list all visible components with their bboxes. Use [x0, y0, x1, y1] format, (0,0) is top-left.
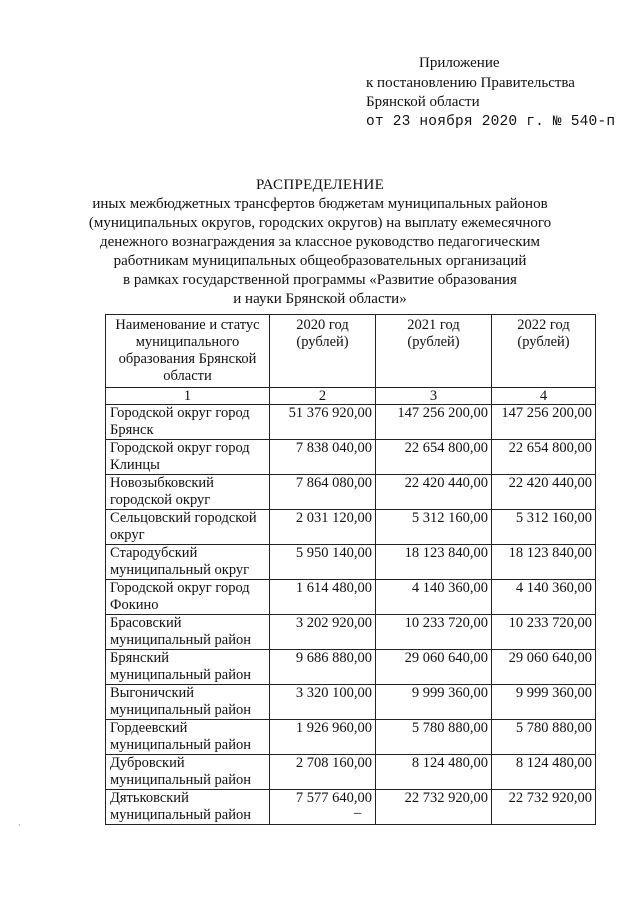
value-2021: 22 420 440,00 — [376, 475, 492, 510]
municipality-name: Стародубский муниципальный округ — [106, 545, 270, 580]
municipality-name: Городской округ город Клинцы — [106, 440, 270, 475]
title-line: работникам муниципальных общеобразовательных организаций — [113, 253, 527, 269]
value-2020: 5 950 140,00 — [270, 545, 376, 580]
value-2022: 147 256 200,00 — [492, 405, 596, 440]
title-line: и науки Брянской области» — [233, 291, 407, 307]
approval-line-appendix: Приложение — [419, 55, 500, 71]
value-2021: 22 732 920,00 — [376, 790, 492, 825]
value-2022: 10 233 720,00 — [492, 615, 596, 650]
value-2021: 4 140 360,00 — [376, 580, 492, 615]
approval-block — [366, 54, 615, 132]
value-2020: 7 577 640,00 — [295, 790, 372, 806]
table-row — [106, 685, 596, 720]
value-2021: 29 060 640,00 — [376, 650, 492, 685]
value-2022: 4 140 360,00 — [492, 580, 596, 615]
value-2020: 3 202 920,00 — [270, 615, 376, 650]
table-header-row — [106, 315, 596, 388]
municipality-name: Гордеевский муниципальный район — [106, 720, 270, 755]
document-title — [0, 176, 640, 309]
value-2021: 8 124 480,00 — [376, 755, 492, 790]
table-row — [106, 545, 596, 580]
title-line: в рамках государственной программы «Развитие образования — [123, 272, 517, 288]
value-2020: 7 838 040,00 — [270, 440, 376, 475]
municipality-name: Сельцовский городской округ — [106, 510, 270, 545]
value-2021: 5 780 880,00 — [376, 720, 492, 755]
table-row — [106, 790, 596, 825]
value-2020: 51 376 920,00 — [270, 405, 376, 440]
value-2021: 147 256 200,00 — [376, 405, 492, 440]
table-row — [106, 405, 596, 440]
table-row — [106, 755, 596, 790]
value-2022: 29 060 640,00 — [492, 650, 596, 685]
distribution-table — [105, 314, 596, 825]
scan-margin-mark: · — [18, 820, 21, 830]
municipality-name: Брасовский муниципальный район — [106, 615, 270, 650]
column-number-row — [106, 388, 596, 405]
approval-date-line: от 23 ноября 2020 г. № 540-п — [366, 113, 616, 130]
municipality-name: Новозыбковский городской округ — [106, 475, 270, 510]
value-2022: 22 420 440,00 — [492, 475, 596, 510]
value-2021: 10 233 720,00 — [376, 615, 492, 650]
value-2020: 1 614 480,00 — [270, 580, 376, 615]
header-name: Наименование и статус муниципального образования Брянской области — [106, 315, 270, 388]
column-number: 1 — [106, 388, 270, 405]
municipality-name: Выгоничский муниципальный район — [106, 685, 270, 720]
table-row — [106, 510, 596, 545]
value-2020-cell — [270, 790, 376, 825]
municipality-name: Городской округ город Брянск — [106, 405, 270, 440]
approval-line-resolution: к постановлению Правительства — [366, 74, 575, 91]
title-line: денежного вознаграждения за классное руководство педагогическим — [99, 234, 541, 250]
value-2022: 5 780 880,00 — [492, 720, 596, 755]
municipality-name: Дубровский муниципальный район — [106, 755, 270, 790]
value-2021: 5 312 160,00 — [376, 510, 492, 545]
value-2020: 1 926 960,00 — [270, 720, 376, 755]
value-2022: 22 654 800,00 — [492, 440, 596, 475]
title-line: иных межбюджетных трансфертов бюджетам муниципальных районов — [92, 196, 548, 212]
table-row — [106, 720, 596, 755]
value-2020: 7 864 080,00 — [270, 475, 376, 510]
header-2020: 2020 год (рублей) — [270, 315, 376, 388]
value-2021: 9 999 360,00 — [376, 685, 492, 720]
table-row — [106, 475, 596, 510]
header-2022: 2022 год (рублей) — [492, 315, 596, 388]
municipality-name: Городской округ город Фокино — [106, 580, 270, 615]
dash-mark: – — [354, 805, 362, 821]
value-2022: 5 312 160,00 — [492, 510, 596, 545]
column-number: 4 — [492, 388, 596, 405]
table-row — [106, 580, 596, 615]
table-row — [106, 650, 596, 685]
table-row — [106, 440, 596, 475]
value-2022: 22 732 920,00 — [492, 790, 596, 825]
value-2020: 2 708 160,00 — [270, 755, 376, 790]
value-2020: 3 320 100,00 — [270, 685, 376, 720]
municipality-name: Дятьковский муниципальный район — [106, 790, 270, 825]
value-2022: 9 999 360,00 — [492, 685, 596, 720]
value-2021: 18 123 840,00 — [376, 545, 492, 580]
approval-line-region: Брянской области — [366, 94, 480, 110]
column-number: 2 — [270, 388, 376, 405]
column-number: 3 — [376, 388, 492, 405]
value-2022: 8 124 480,00 — [492, 755, 596, 790]
municipality-name: Брянский муниципальный район — [106, 650, 270, 685]
title-line: (муниципальных округов, городских округов) на выплату ежемесячного — [88, 215, 552, 231]
value-2020: 2 031 120,00 — [270, 510, 376, 545]
value-2020: 9 686 880,00 — [270, 650, 376, 685]
value-2022: 18 123 840,00 — [492, 545, 596, 580]
header-2021: 2021 год (рублей) — [376, 315, 492, 388]
table-row — [106, 615, 596, 650]
title-heading: РАСПРЕДЕЛЕНИЕ — [255, 177, 385, 193]
value-2021: 22 654 800,00 — [376, 440, 492, 475]
